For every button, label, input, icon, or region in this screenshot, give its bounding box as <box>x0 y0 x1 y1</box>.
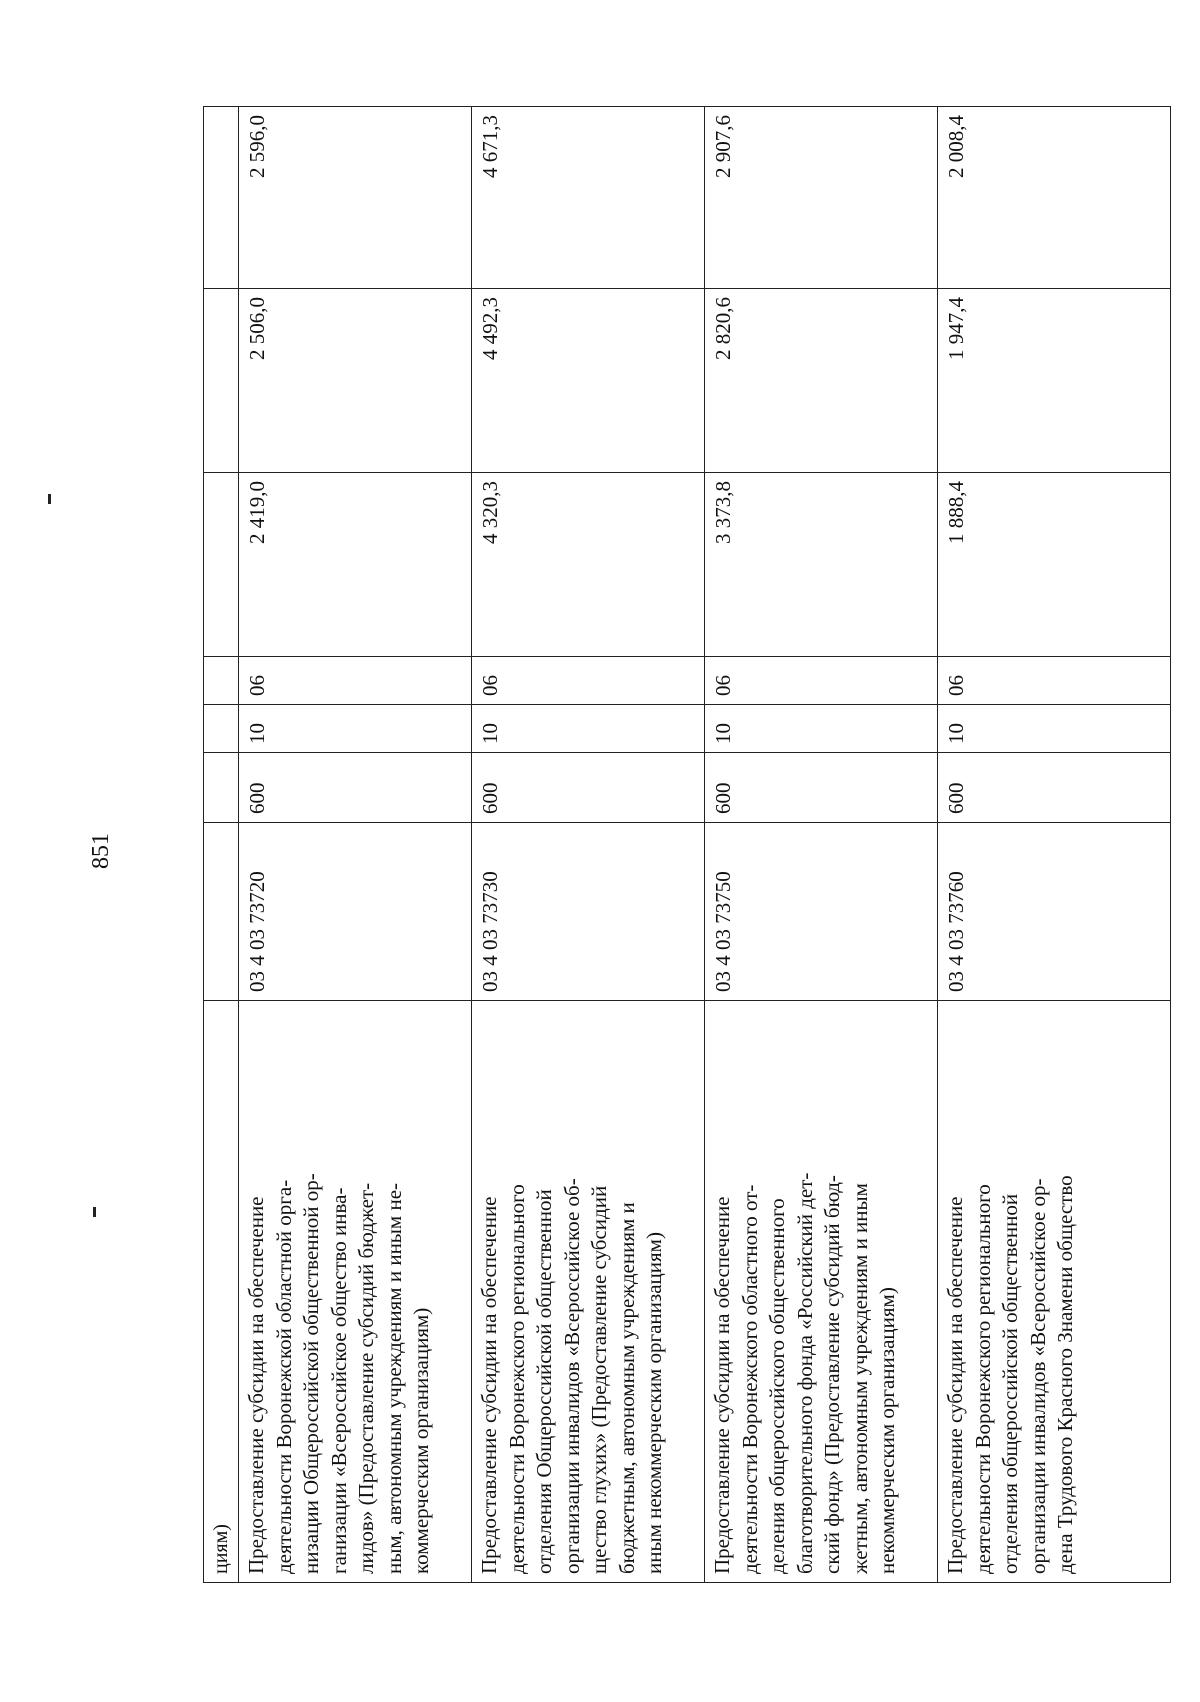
table-row <box>705 107 938 1583</box>
expense-type: 600 <box>239 753 472 823</box>
amount-1: 1 888,4 <box>938 473 1171 657</box>
subsection-code: 06 <box>705 657 938 705</box>
amount-1: 2 419,0 <box>239 473 472 657</box>
scan-speck <box>48 494 51 504</box>
row-description: Предоставление субсидии на обеспечение деятельности Воронежского регионального отделения Общероссийской общественной организации инвалидов «Всероссийское об- щество глухих» (Предоставление субсидий бюджетным, автономным учреждениям и иным некоммерческим организациям) <box>472 1001 705 1583</box>
table-row <box>239 107 472 1583</box>
amount-3: 2 907,6 <box>705 107 938 289</box>
row-description: Предоставление субсидии на обеспечение деятельности Воронежского областного от- деления общероссийского общественного благотворительного фонда «Российский дет- ский фонд» (Предоставление субсидий бюд- жетным, автономным учреждениям и иным некоммерческим организациям) <box>705 1001 938 1583</box>
target-code: 03 4 03 73750 <box>705 823 938 1001</box>
amount-3: 2 008,4 <box>938 107 1171 289</box>
target-code: 03 4 03 73730 <box>472 823 705 1001</box>
target-code: 03 4 03 73760 <box>938 823 1171 1001</box>
budget-table <box>203 106 1171 1583</box>
section-code: 10 <box>938 705 1171 753</box>
amount-3: 2 596,0 <box>239 107 472 289</box>
scan-speck <box>93 1207 96 1217</box>
page-number: 851 <box>88 833 114 869</box>
expense-type: 600 <box>472 753 705 823</box>
amount-2: 2 820,6 <box>705 289 938 473</box>
subsection-code: 06 <box>938 657 1171 705</box>
expense-type: 600 <box>938 753 1171 823</box>
amount-2: 4 492,3 <box>472 289 705 473</box>
rotated-table-content <box>203 107 1106 1583</box>
section-code: 10 <box>705 705 938 753</box>
row-description: Предоставление субсидии на обеспечение деятельности Воронежской областной орга- низации Общероссийской общественной ор- ганизации «Всероссийское общество инва- лидов» (Предоставление субсидий бюджет- ным, автономным учреждениям и иным не- коммерческим организациям) <box>239 1001 472 1583</box>
row-description: Предоставление субсидии на обеспечение деятельности Воронежского регионального отделения общероссийской общественной организации инвалидов «Всероссийское ор- дена Трудового Красного Знамени общество <box>938 1001 1171 1583</box>
amount-1: 3 373,8 <box>705 473 938 657</box>
table-row <box>938 107 1171 1583</box>
amount-3: 4 671,3 <box>472 107 705 289</box>
section-code: 10 <box>239 705 472 753</box>
table-row <box>472 107 705 1583</box>
section-code: 10 <box>472 705 705 753</box>
target-code: 03 4 03 73720 <box>239 823 472 1001</box>
continuation-row <box>204 107 239 1583</box>
subsection-code: 06 <box>239 657 472 705</box>
continuation-text: циям) <box>204 1001 239 1583</box>
amount-2: 2 506,0 <box>239 289 472 473</box>
amount-2: 1 947,4 <box>938 289 1171 473</box>
expense-type: 600 <box>705 753 938 823</box>
amount-1: 4 320,3 <box>472 473 705 657</box>
subsection-code: 06 <box>472 657 705 705</box>
rotated-table-frame <box>203 107 1106 1583</box>
